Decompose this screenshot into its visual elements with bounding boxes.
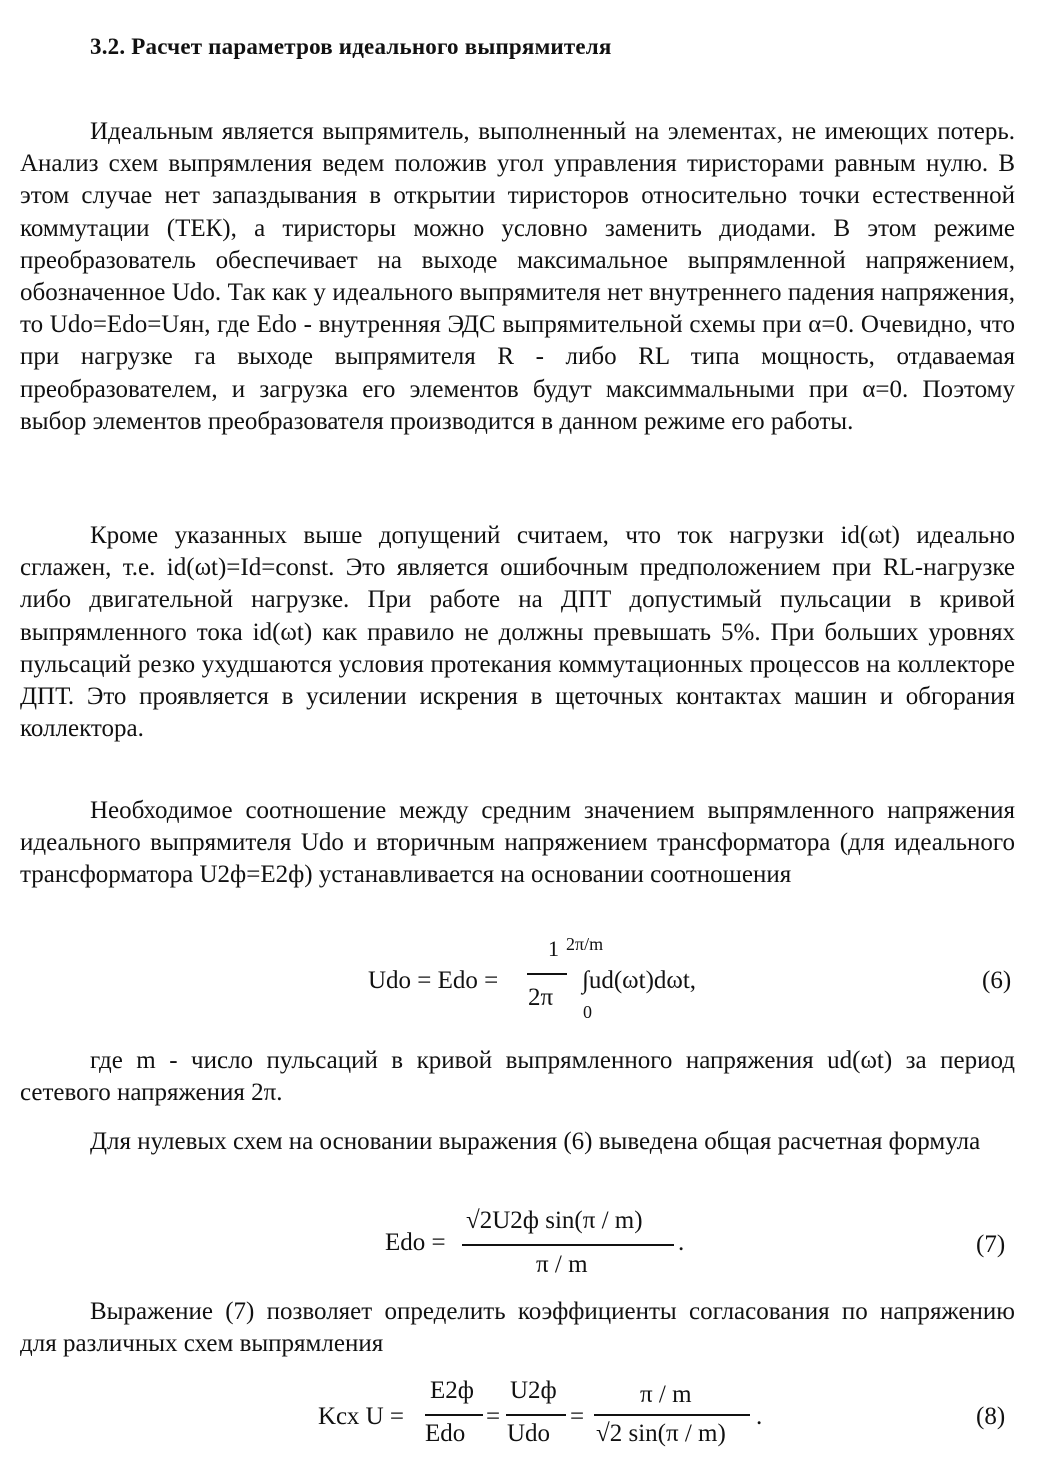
formula-8-frac2-denominator: Udo	[507, 1420, 551, 1447]
formula-8-equals-2: =	[570, 1403, 585, 1430]
formula-6-lower-limit: 0	[583, 1002, 592, 1022]
formula-7-numerator: √2U2ф sin(π / m)	[466, 1207, 643, 1234]
formula-6-lhs: Udo = Edo =	[368, 967, 499, 994]
formula-6-integrand: ∫ud(ωt)dωt,	[582, 967, 697, 994]
formula-7-fraction-bar	[462, 1244, 674, 1246]
paragraph-zero-circuits: Для нулевых схем на основании выражения (6) выведена общая расчетная формула	[90, 1128, 981, 1155]
paragraph-m-definition: где m - число пульсаций в кривой выпрямленного напряжения ud(ωt) за период сетевого напряжения 2π.	[20, 1047, 1015, 1107]
paragraph-coefficients: Выражение (7) позволяет определить коэффициенты согласования по напряжению для различных схем выпрямления	[20, 1298, 1015, 1358]
paragraph-ideal-rectifier: Идеальным является выпрямитель, выполненный на элементах, не имеющих потерь. Анализ схем выпрямления ведем положив угол управления тиристорами равным нулю. В этом случае нет запаздывания в открытии тиристоров относительно точки естественной коммутации (ТЕК), а тиристоры можно условно заменить диодами. В этом режиме преобразователь обеспечивает на выходе максимальное выпрямленной напряжением, обозначенное Udo. Так как у идеального выпрямителя нет внутреннего падения напряжения, то Udo=Edo=Uян, где Edo - внутренняя ЭДС выпрямительной схемы при α=0. Очевидно, что при нагрузке га выходе выпрямителя R - либо RL типа мощность, отдаваемая преобразователем, и загрузка его элементов будут максиммальными при α=0. Поэтому выбор элементов преобразователя производится в данном режиме его работы.	[20, 118, 1015, 435]
formula-6-fraction-bar	[527, 973, 567, 975]
formula-8-equals-1: =	[486, 1403, 501, 1430]
formula-8-frac1-bar	[425, 1414, 483, 1416]
formula-8-frac2-bar	[506, 1414, 566, 1416]
formula-8-frac1-denominator: Edo	[425, 1420, 466, 1447]
formula-8-frac1-numerator: E2ф	[430, 1377, 474, 1404]
formula-8-tail: .	[756, 1403, 763, 1430]
formula-7-denominator: π / m	[536, 1251, 588, 1278]
section-title: 3.2. Расчет параметров идеального выпрямителя	[90, 34, 612, 59]
formula-7-tail: .	[678, 1229, 685, 1256]
formula-7-number: (7)	[976, 1231, 1006, 1258]
formula-6-denominator: 2π	[528, 984, 554, 1011]
formula-7-lhs: Edo =	[385, 1229, 446, 1256]
formula-8-frac2-numerator: U2ф	[510, 1377, 557, 1404]
formula-8-number: (8)	[976, 1403, 1006, 1430]
formula-8-frac3-denominator: √2 sin(π / m)	[596, 1420, 726, 1447]
formula-6-number: (6)	[982, 967, 1012, 994]
formula-6-numerator: 1	[548, 936, 559, 961]
formula-8-frac3-numerator: π / m	[640, 1381, 692, 1408]
paragraph-assumptions: Кроме указанных выше допущений считаем, что ток нагрузки id(ωt) идеально сглажен, т.е. id(ωt)=Id=const. Это является ошибочным предположением при RL-нагрузке либо двигательной нагрузке. При работе на ДПТ допустимый пульсации в кривой выпрямленного тока id(ωt) как правило не должны превышать 5%. При больших уровнях пульсаций резко ухудшаются условия протекания коммутационных процессов на коллекторе ДПТ. Это проявляется в усилении искрения в щеточных контактах машин и обгорания коллектора.	[20, 522, 1015, 743]
formula-8-lhs: Kсх U =	[318, 1403, 404, 1430]
formula-8-frac3-bar	[594, 1414, 750, 1416]
paragraph-relation: Необходимое соотношение между средним значением выпрямленного напряжения идеального выпрямителя Udo и вторичным напряжением трансформатора (для идеального трансформатора U2ф=E2ф) устанавливается на основании соотношения	[20, 797, 1015, 889]
formula-6-upper-limit: 2π/m	[566, 934, 604, 954]
